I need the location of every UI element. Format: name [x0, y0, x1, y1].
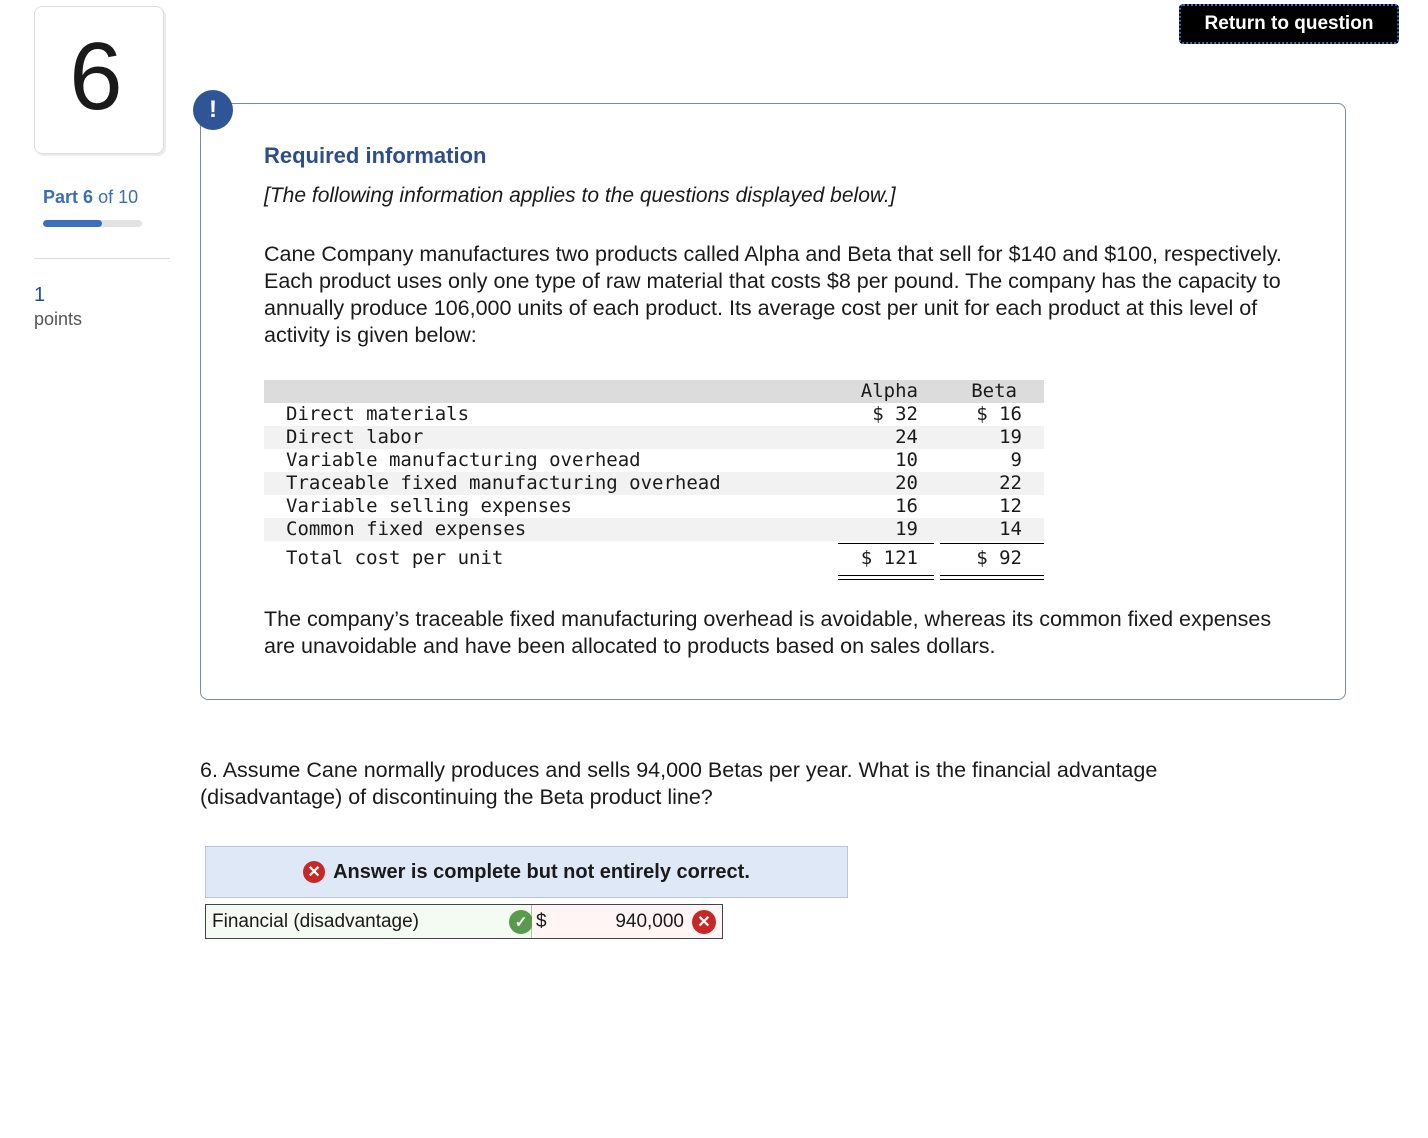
alpha-value: 19	[895, 518, 918, 540]
alert-icon: !	[193, 90, 233, 130]
table-row	[264, 426, 1044, 449]
row-label: Direct materials	[286, 403, 470, 425]
beta-value: 22	[999, 472, 1022, 494]
col-header-beta: Beta	[971, 380, 1017, 402]
cost-table	[264, 380, 1044, 573]
beta-value: 12	[999, 495, 1022, 517]
part-total: of 10	[98, 187, 139, 207]
table-row	[264, 472, 1044, 495]
part-progress-fill	[43, 220, 102, 227]
answer-value-input[interactable]	[532, 905, 722, 938]
question-number: 6	[69, 23, 123, 130]
alpha-value: 16	[895, 495, 918, 517]
currency-symbol: $	[536, 910, 547, 932]
part-progress-bar	[43, 220, 142, 227]
table-row	[264, 518, 1044, 541]
beta-value: 14	[999, 518, 1022, 540]
question-text: 6. Assume Cane normally produces and sells 94,000 Betas per year. What is the financial advantage (disadvantage) of discontinuing the Beta product line?	[200, 758, 1158, 809]
alpha-value: $ 32	[872, 403, 918, 425]
part-indicator	[43, 187, 138, 208]
part-current: 6	[83, 187, 94, 207]
answer-value: 940,000	[615, 910, 684, 932]
part-word: Part	[43, 187, 79, 207]
row-label: Variable selling expenses	[286, 495, 572, 517]
double-rule-beta	[940, 575, 1044, 580]
incorrect-value-icon: ✕	[692, 910, 716, 934]
question-number-card	[34, 6, 164, 154]
answer-row	[205, 904, 723, 939]
problem-note: The company’s traceable fixed manufacturing overhead is avoidable, whereas its common fixed expenses are unavoidable and have been allocated to products based on sales dollars.	[264, 607, 1272, 658]
total-row	[264, 543, 1044, 573]
row-label: Direct labor	[286, 426, 424, 448]
answer-label-text: Financial (disadvantage)	[212, 910, 420, 932]
row-label: Traceable fixed manufacturing overhead	[286, 472, 721, 494]
beta-value: 19	[999, 426, 1022, 448]
beta-value: $ 16	[976, 403, 1022, 425]
table-row	[264, 403, 1044, 426]
total-alpha: $ 121	[860, 547, 918, 569]
row-label: Common fixed expenses	[286, 518, 527, 540]
total-beta: $ 92	[976, 547, 1022, 569]
alpha-value: 10	[895, 449, 918, 471]
answer-status-text: Answer is complete but not entirely correct.	[333, 860, 750, 883]
points-label: points	[34, 309, 83, 329]
total-label: Total cost per unit	[286, 547, 504, 569]
incorrect-icon: ✕	[303, 861, 325, 883]
row-label: Variable manufacturing overhead	[286, 449, 641, 471]
points-value: 1	[34, 284, 46, 306]
table-row	[264, 495, 1044, 518]
beta-value: 9	[1010, 449, 1022, 471]
answer-label-select[interactable]	[206, 905, 532, 938]
required-info-subtitle: [The following information applies to the questions displayed below.]	[264, 184, 896, 207]
correct-check-icon: ✓	[509, 910, 533, 934]
double-rule-alpha	[838, 575, 934, 580]
cost-table-header	[264, 380, 1044, 403]
alpha-value: 20	[895, 472, 918, 494]
return-to-question-button[interactable]: Return to question	[1179, 4, 1399, 44]
required-info-title: Required information	[264, 143, 487, 168]
problem-paragraph: Cane Company manufactures two products called Alpha and Beta that sell for $140 and $100, respectively. Each product uses only one type of raw material that costs $8 per pound. The company has the capacity to annually produce 106,000 units of each product. Its average cost per unit for each product at this level of activity is given below:	[264, 242, 1282, 347]
table-row	[264, 449, 1044, 472]
alpha-value: 24	[895, 426, 918, 448]
sidebar-divider	[34, 258, 170, 259]
col-header-alpha: Alpha	[860, 380, 918, 402]
answer-status-banner	[205, 846, 848, 898]
